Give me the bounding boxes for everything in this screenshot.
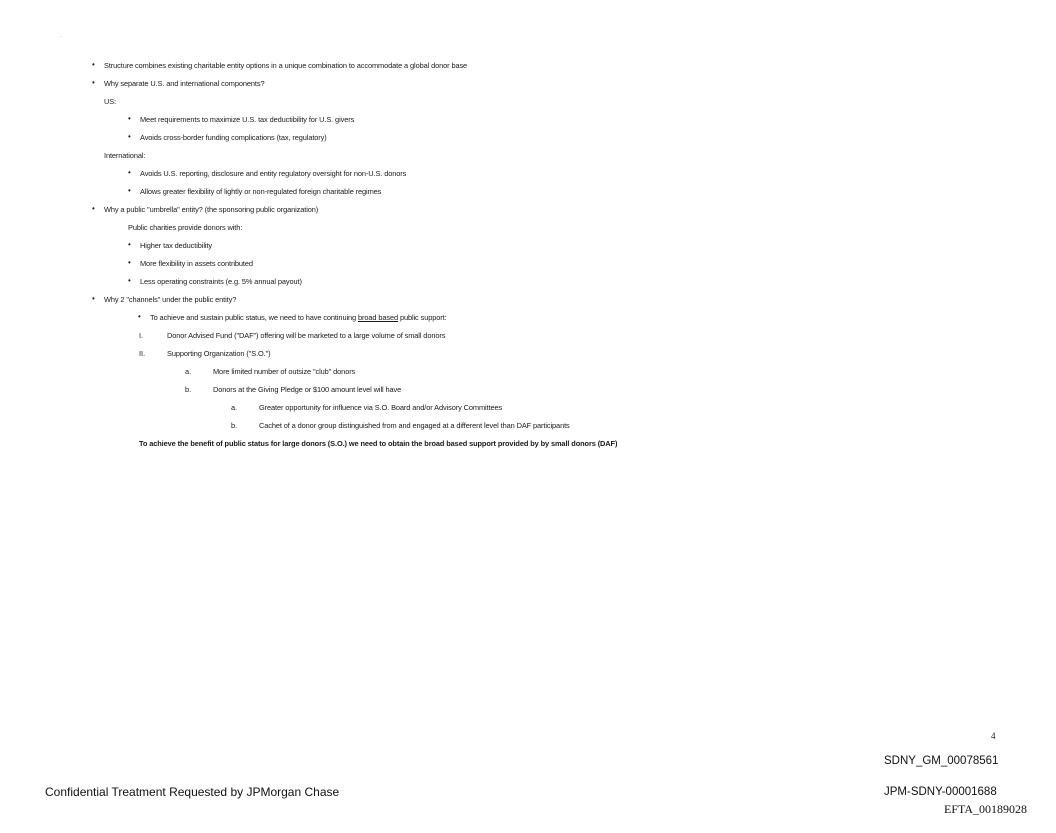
- support-post: public support:: [397, 313, 447, 322]
- label-international: International:: [104, 151, 146, 160]
- support-underlined: broad based: [357, 313, 398, 322]
- label-us: US:: [104, 97, 117, 106]
- so-cachet: Cachet of a donor group distinguished from and engaged at a different level than DAF participants: [259, 421, 570, 430]
- bates-stamp-jpm: JPM-SDNY-00001688: [884, 786, 997, 798]
- bullet-higher-tax: Higher tax deductibility: [140, 241, 212, 250]
- bullet-intl-flexibility: Allows greater flexibility of lightly or non-regulated foreign charitable regimes: [140, 187, 382, 196]
- channel-daf: Donor Advised Fund ("DAF") offering will be marketed to a large volume of small donors: [167, 331, 446, 340]
- bullet-dot: •: [128, 132, 131, 141]
- bullet-broad-support: [150, 313, 447, 323]
- bullet-why-separate: Why separate U.S. and international components?: [104, 79, 265, 88]
- letter-b: b.: [185, 385, 192, 394]
- bullet-more-flex: More flexibility in assets contributed: [140, 259, 253, 268]
- bullet-us-tax: Meet requirements to maximize U.S. tax deductibility for U.S. givers: [140, 115, 355, 124]
- bullet-dot: •: [128, 114, 131, 123]
- bullet-dot: •: [92, 204, 95, 213]
- bullet-dot: •: [92, 294, 95, 303]
- bullet-why-two-channels: Why 2 "channels" under the public entity?: [104, 295, 237, 304]
- confidential-notice: Confidential Treatment Requested by JPMorgan Chase: [45, 785, 340, 799]
- so-giving-pledge: Donors at the Giving Pledge or $100 amount level will have: [213, 385, 402, 394]
- letter-bb: b.: [231, 421, 238, 430]
- bullet-dot: •: [128, 258, 131, 267]
- label-public-charities: Public charities provide donors with:: [128, 223, 243, 232]
- numeral-ii: II.: [139, 349, 146, 358]
- bullet-dot: •: [128, 168, 131, 177]
- bullet-dot: •: [128, 240, 131, 249]
- bullet-why-umbrella: Why a public "umbrella" entity? (the sponsoring public organization): [104, 205, 319, 214]
- bullet-us-crossborder: Avoids cross-border funding complications (tax, regulatory): [140, 133, 327, 142]
- page-number: 4: [991, 731, 996, 741]
- bates-stamp-gm: SDNY_GM_00078561: [884, 755, 999, 767]
- bullet-dot: •: [128, 186, 131, 195]
- conclusion-text: To achieve the benefit of public status for large donors (S.O.) we need to obtain the broad based support provided by by small donors (DAF): [139, 439, 618, 448]
- bullet-less-constraints: Less operating constraints (e.g. 5% annual payout): [140, 277, 302, 286]
- efta-stamp: EFTA_00189028: [944, 802, 1028, 816]
- bullet-dot: •: [92, 78, 95, 87]
- channel-so: Supporting Organization ("S.O."): [167, 349, 271, 358]
- letter-ba: a.: [231, 403, 238, 412]
- so-influence: Greater opportunity for influence via S.O. Board and/or Advisory Committees: [259, 403, 503, 412]
- bullet-intl-reporting: Avoids U.S. reporting, disclosure and entity regulatory oversight for non-U.S. donors: [140, 169, 407, 178]
- so-limited-donors: More limited number of outsize "club" donors: [213, 367, 356, 376]
- letter-a: a.: [185, 367, 192, 376]
- numeral-i: I.: [139, 331, 144, 340]
- bullet-dot: •: [128, 276, 131, 285]
- bullet-dot: •: [138, 312, 141, 321]
- bullet-structure: Structure combines existing charitable entity options in a unique combination to accommodate a global donor base: [104, 61, 468, 70]
- bullet-dot: •: [92, 60, 95, 69]
- corner-mark: ·: [60, 34, 62, 40]
- support-pre: To achieve and sustain public status, we need to have continuing: [150, 313, 358, 322]
